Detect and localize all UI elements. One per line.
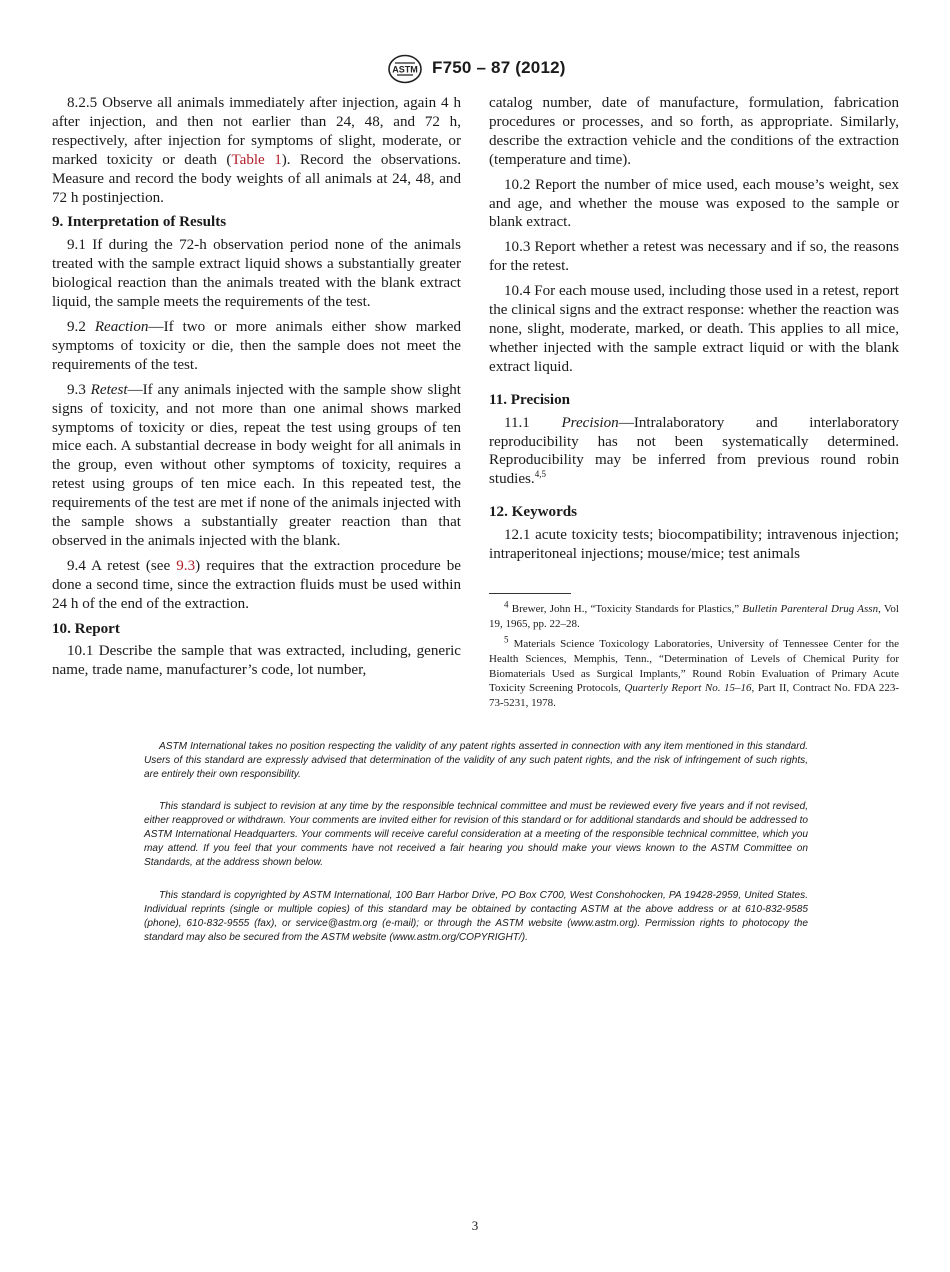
table-1-link[interactable]: Table 1 [231,151,282,168]
footnote-divider [489,593,571,594]
paragraph-10-3: 10.3 Report whether a retest was necessary and if so, the reasons for the retest. [489,239,899,275]
footnote-4: $^4$ Brewer, John H., “Toxicity Standards for Plastics,” Bulletin Parenteral Drug Assn, Vol 19, 1965, pp. 22–28. [489,599,899,630]
astm-logo-icon [387,54,423,84]
paragraph-12-1: 12.1 acute toxicity tests; biocompatibility; intravenous injection; intraperitoneal injections; mouse/mice; test animals [489,527,899,563]
copyright-notice: This standard is copyrighted by ASTM International, 100 Barr Harbor Drive, PO Box C700, West Conshohocken, PA 19428-2959, United States. Individual reprints (single or multiple copies) of this standard may be obtained by contacting ASTM at the above address or at 610-832-9585 (phone), 610-832-9555 (fax), or service@astm.org (e-mail); or through the ASTM website (www.astm.org). Permission rights to photocopy the standard may also be secured from the ASTM website (www.astm.org/COPYRIGHT/). [144,890,808,943]
paragraph-10-4: 10.4 For each mouse used, including those used in a retest, report the clinical signs and the extract response: whether the reaction was none, slight, moderate, marked, or death. This applies to all mice, whether injected with the sample extract liquid or with the blank extract liquid. [489,283,899,375]
footnote-ref: 4,5 [534,469,546,480]
revision-notice: This standard is subject to revision at any time by the responsible technical committee and must be reviewed every five years and if not revised, either reapproved or withdrawn. Your comments are invited either for revision of this standard or for additional standards and should be addressed to ASTM International Headquarters. Your comments will receive careful consideration at a meeting of the responsible technical committee, which you may attend. If you feel that your comments have not received a fair hearing you should make your views known to the ASTM Committee on Standards, at the address shown below. [144,801,808,868]
paragraph-9-4: 9.4 A retest (see 9.3) requires that the extraction procedure be done a second time, since the extraction fluids must be used within 24 h of the end of the extraction. [52,557,461,612]
section-heading-12: 12. Keywords [489,504,578,521]
page-number: 3 [471,1218,479,1233]
paragraph-10-1-continued: catalog number, date of manufacture, formulation, fabrication procedures or processes, and so forth, as appropriate. Similarly, describe the extraction vehicle and the conditions of the extraction (temperature and time). [489,95,899,168]
section-heading-10: 10. Report [52,620,120,637]
paragraph-9-2: 9.2 Reaction—If two or more animals either show marked symptoms of toxicity or die, then the sample does not meet the requirements of the test. [52,318,461,373]
paragraph-9-1: 9.1 If during the 72-h observation period none of the animals treated with the sample extract liquid shows a substantially greater biological reaction than the animals treated with the blank extract liquid, the sample meets the requirements of the test. [52,237,461,311]
paragraph-10-1: 10.1 Describe the sample that was extracted, including, generic name, trade name, manufacturer’s code, lot number, [52,643,461,679]
paragraph-9-3: 9.3 Retest—If any animals injected with the sample show slight signs of toxicity, and not more than one animal shows marked symptoms of toxicity or dies, repeat the test using groups of ten mice each. A substantial decrease in body weight for all animals in the group, even without other symptoms of toxicity, requires a retest using groups of ten mice each. In this repeated test, the requirements of the test are met if none of the animals injected with the sample shows a substantially greater reaction than that observed in the animals injected with the blank. [52,381,462,549]
svg-text:ASTM: ASTM [392,64,418,75]
paragraph-11-1: 11.1 Precision—Intralaboratory and interlaboratory reproducibility has not been systematically determined. Reproducibility may be inferred from previous round robin studies.$^{4,5}$ [489,414,899,488]
paragraph-10-2: 10.2 Report the number of mice used, each mouse’s weight, sex and age, and whether the mouse was exposed to the sample or blank extract. [489,176,899,231]
section-heading-9: 9. Interpretation of Results [52,214,227,231]
paragraph-8-2-5: 8.2.5 Observe all animals immediately after injection, again 4 h after injection, and then not earlier than 24, 48, and 72 h, respectively, after injection for symptoms of slight, moderate, or marked toxicity or death (Table 1). Record the observations. Measure and record the body weights of all animals at 24, 48, and 72 h postinjection. [52,95,462,206]
footnote-5: $^5$ Materials Science Toxicology Laboratories, University of Tennessee Center for the Health Sciences, Memphis, Tenn., “Determination of Levels of Chemical Purity for Biomaterials Used as Surgical Implants,” Round Robin Evaluation of Primary Acute Toxicity Screening Protocols, Quarterly Report No. 15–16, Part II, Contract No. FDA 223-73-5231, 1978. [489,634,899,710]
page-header [0,54,950,84]
section-9-3-link[interactable]: 9.3 [176,557,196,574]
section-heading-11: 11. Precision [489,391,571,408]
document-id: F750 – 87 (2012) [432,58,566,77]
patent-notice: ASTM International takes no position respecting the validity of any patent rights asserted in connection with any item mentioned in this standard. Users of this standard are expressly advised that determination of the validity of any such patent rights, and the risk of infringement of such rights, are entirely their own responsibility. [144,741,808,780]
right-column [489,94,899,717]
left-column [52,94,461,686]
